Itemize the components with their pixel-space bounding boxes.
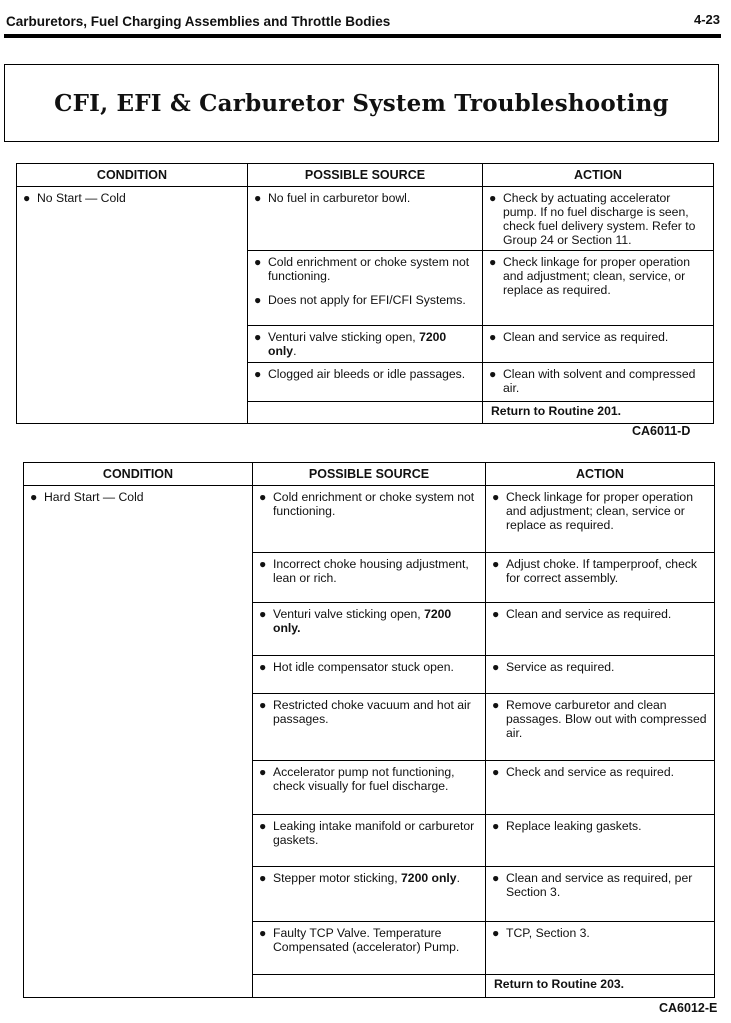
action-item-text (506, 698, 707, 740)
text-segment: . (293, 344, 297, 358)
source-item-content (253, 486, 485, 521)
action-item-text (506, 607, 671, 621)
source-item-text (268, 330, 446, 358)
return-cell (486, 975, 715, 998)
action-item-text (503, 255, 690, 297)
source-item-text (268, 191, 410, 205)
text-segment: Venturi valve sticking open, (268, 330, 420, 344)
bullet-icon: ● (492, 926, 500, 940)
action-cell (483, 187, 714, 251)
action-item (492, 698, 708, 740)
text-segment: TCP, Section 3. (506, 926, 590, 940)
action-item-content (486, 761, 714, 782)
bullet-icon: ● (489, 367, 497, 381)
header-rule (4, 34, 721, 38)
source-item (259, 557, 479, 585)
condition-cell (17, 187, 248, 424)
text-segment: 7200 only (268, 330, 447, 358)
possible-source-cell (253, 553, 486, 603)
text-segment: 7200 only (401, 871, 457, 885)
bullet-icon: ● (259, 698, 267, 712)
source-item-content (248, 187, 482, 208)
action-item (492, 660, 708, 674)
possible-source-cell (253, 656, 486, 694)
possible-source-cell (253, 761, 486, 815)
action-cell (486, 867, 715, 922)
text-segment: Clean and service as required. (506, 607, 672, 621)
text-segment: Hot idle compensator stuck open. (273, 660, 454, 674)
bullet-icon: ● (23, 191, 31, 205)
source-item (259, 871, 479, 885)
source-item-content (253, 815, 485, 850)
column-header-action: ACTION (483, 164, 714, 187)
source-item-text (273, 765, 455, 793)
text-segment: Clogged air bleeds or idle passages. (268, 367, 466, 381)
action-item (492, 607, 708, 621)
possible-source-cell (253, 486, 486, 553)
action-item-text (506, 557, 697, 585)
source-item-content (253, 603, 485, 638)
action-item-text (503, 191, 695, 247)
text-segment: . (456, 871, 460, 885)
text-segment: 7200 only. (273, 607, 452, 635)
bullet-icon: ● (492, 607, 500, 621)
title-box (4, 64, 719, 142)
empty-cell (253, 975, 486, 998)
source-item-content (253, 867, 485, 888)
text-segment: Leaking intake manifold or carburetor gaskets. (273, 819, 475, 847)
source-item-text (268, 293, 466, 307)
action-item-text (506, 926, 590, 940)
text-segment: Check linkage for proper operation and adjustment; clean, service, or replace as required. (503, 255, 690, 297)
source-item-content (253, 761, 485, 796)
source-item (254, 367, 476, 381)
column-header-action: ACTION (486, 463, 715, 486)
text-segment: Does not apply for EFI/CFI Systems. (268, 293, 466, 307)
possible-source-cell (248, 251, 483, 326)
action-cell (486, 922, 715, 975)
bullet-icon: ● (489, 255, 497, 269)
possible-source-cell (248, 326, 483, 363)
text-segment: Venturi valve sticking open, (273, 607, 425, 621)
source-item-content (253, 656, 485, 677)
text-segment: Clean and service as required. (503, 330, 669, 344)
source-item (254, 191, 476, 205)
action-cell (486, 815, 715, 867)
bullet-icon: ● (30, 490, 38, 504)
source-item-text (268, 255, 469, 283)
bullet-icon: ● (259, 607, 267, 621)
text-segment: Adjust choke. If tamperproof, check for correct assembly. (506, 557, 698, 585)
bullet-icon: ● (259, 557, 267, 571)
action-item-content (486, 553, 714, 588)
bullet-icon: ● (254, 367, 262, 381)
source-item-content (253, 922, 485, 957)
bullet-icon: ● (259, 765, 267, 779)
action-cell (486, 486, 715, 553)
source-item (254, 255, 476, 283)
source-item-text (273, 698, 471, 726)
possible-source-cell (248, 363, 483, 402)
table-body (24, 486, 715, 998)
table-header-row (17, 164, 714, 187)
action-cell (483, 251, 714, 326)
action-item (492, 490, 708, 532)
action-item-content (486, 656, 714, 677)
text-segment: Check linkage for proper operation and adjustment; clean, service or replace as required. (506, 490, 693, 532)
action-item-content (486, 922, 714, 943)
bullet-icon: ● (254, 191, 262, 205)
action-cell (483, 326, 714, 363)
source-item-text (273, 557, 469, 585)
possible-source-cell (253, 922, 486, 975)
action-item-text (503, 330, 668, 344)
column-header-possible-source: POSSIBLE SOURCE (253, 463, 486, 486)
table-row (17, 187, 714, 251)
possible-source-cell (253, 694, 486, 761)
text-segment: Check by actuating accelerator pump. If no fuel discharge is seen, check fuel delivery system. Refer to Group 24 or Section 11. (503, 191, 696, 247)
text-segment: Restricted choke vacuum and hot air passages. (273, 698, 471, 726)
possible-source-cell (253, 603, 486, 656)
action-item-text (506, 490, 693, 532)
action-item-text (506, 660, 614, 674)
text-segment: Clean with solvent and compressed air. (503, 367, 696, 395)
bullet-icon: ● (254, 293, 262, 307)
possible-source-cell (248, 187, 483, 251)
bullet-icon: ● (492, 660, 500, 674)
action-item-content (486, 867, 714, 902)
source-item (259, 819, 479, 847)
condition-text: No Start — Cold (37, 191, 126, 205)
page-header (6, 12, 720, 34)
bullet-icon: ● (492, 765, 500, 779)
bullet-icon: ● (259, 490, 267, 504)
action-item-content (483, 251, 713, 300)
source-item (254, 330, 476, 358)
figure-reference: CA6011-D (632, 424, 691, 438)
action-item (492, 819, 708, 833)
action-item-content (486, 486, 714, 535)
bullet-icon: ● (254, 330, 262, 344)
source-item-content (248, 363, 482, 384)
empty-cell (248, 402, 483, 424)
action-item (492, 926, 708, 940)
text-segment: Cold enrichment or choke system not functioning. (273, 490, 475, 518)
condition-item (30, 490, 246, 504)
bullet-icon: ● (254, 255, 262, 269)
bullet-icon: ● (259, 660, 267, 674)
bullet-icon: ● (259, 926, 267, 940)
source-item-text (273, 871, 460, 885)
condition-text: Hard Start — Cold (44, 490, 144, 504)
column-header-condition: CONDITION (24, 463, 253, 486)
condition-cell-content (17, 187, 247, 208)
action-item-content (486, 694, 714, 743)
action-item (489, 191, 707, 247)
bullet-icon: ● (259, 871, 267, 885)
source-item-content (248, 326, 482, 361)
table-header-row (24, 463, 715, 486)
bullet-icon: ● (492, 490, 500, 504)
source-item (259, 490, 479, 518)
action-item-content (483, 363, 713, 398)
action-cell (486, 694, 715, 761)
bullet-icon: ● (492, 871, 500, 885)
table-body (17, 187, 714, 424)
action-item-content (486, 815, 714, 836)
action-item-content (483, 326, 713, 347)
action-item-text (506, 819, 642, 833)
condition-cell-content (24, 486, 252, 507)
possible-source-cell (253, 867, 486, 922)
source-item (259, 765, 479, 793)
text-segment: Accelerator pump not functioning, check visually for fuel discharge. (273, 765, 455, 793)
condition-cell (24, 486, 253, 998)
bullet-icon: ● (492, 819, 500, 833)
text-segment: Faulty TCP Valve. Temperature Compensated (accelerator) Pump. (273, 926, 460, 954)
bullet-icon: ● (259, 819, 267, 833)
bullet-icon: ● (492, 698, 500, 712)
source-item-content (248, 251, 482, 310)
return-cell (483, 402, 714, 424)
source-item-text (268, 367, 465, 381)
action-item (492, 557, 708, 585)
action-item-text (503, 367, 695, 395)
bullet-icon: ● (492, 557, 500, 571)
action-item (492, 871, 708, 899)
source-item (254, 293, 476, 307)
action-cell (486, 553, 715, 603)
return-to-routine: Return to Routine 201. (491, 404, 622, 418)
column-header-possible-source: POSSIBLE SOURCE (248, 164, 483, 187)
action-cell (486, 656, 715, 694)
source-item-text (273, 490, 474, 518)
text-segment: No fuel in carburetor bowl. (268, 191, 411, 205)
text-segment: Check and service as required. (506, 765, 675, 779)
text-segment: Service as required. (506, 660, 615, 674)
source-item-text (273, 819, 474, 847)
action-item-content (483, 187, 713, 250)
return-to-routine: Return to Routine 203. (494, 977, 625, 991)
text-segment: Incorrect choke housing adjustment, lean or rich. (273, 557, 469, 585)
table-row (24, 486, 715, 553)
source-item-text (273, 660, 454, 674)
text-segment: Clean and service as required, per Section 3. (506, 871, 693, 899)
bullet-icon: ● (489, 191, 497, 205)
text-segment: Remove carburetor and clean passages. Blow out with compressed air. (506, 698, 707, 740)
column-header-condition: CONDITION (17, 164, 248, 187)
text-segment: Stepper motor sticking, (273, 871, 402, 885)
running-title: Carburetors, Fuel Charging Assemblies and Throttle Bodies (6, 14, 391, 29)
troubleshooting-table-hard-start (23, 462, 715, 998)
source-item-text (273, 926, 459, 954)
action-item (489, 330, 707, 344)
source-item (259, 698, 479, 726)
action-item (492, 765, 708, 779)
page-number: 4-23 (693, 12, 720, 27)
action-item-content (486, 603, 714, 624)
source-item-text (273, 607, 451, 635)
source-item (259, 926, 479, 954)
source-item-content (253, 553, 485, 588)
figure-reference: CA6012-E (659, 1001, 718, 1015)
source-item-content (253, 694, 485, 729)
condition-item (23, 191, 241, 205)
troubleshooting-table-no-start (16, 163, 714, 424)
bullet-icon: ● (489, 330, 497, 344)
action-cell (486, 603, 715, 656)
text-segment: Cold enrichment or choke system not functioning. (268, 255, 470, 283)
source-item (259, 660, 479, 674)
source-item (259, 607, 479, 635)
action-cell (483, 363, 714, 402)
action-item-text (506, 765, 674, 779)
action-item (489, 367, 707, 395)
text-segment: Replace leaking gaskets. (506, 819, 642, 833)
action-cell (486, 761, 715, 815)
possible-source-cell (253, 815, 486, 867)
action-item-text (506, 871, 692, 899)
action-item (489, 255, 707, 297)
page-title: CFI, EFI & Carburetor System Troubleshooting (54, 89, 669, 117)
